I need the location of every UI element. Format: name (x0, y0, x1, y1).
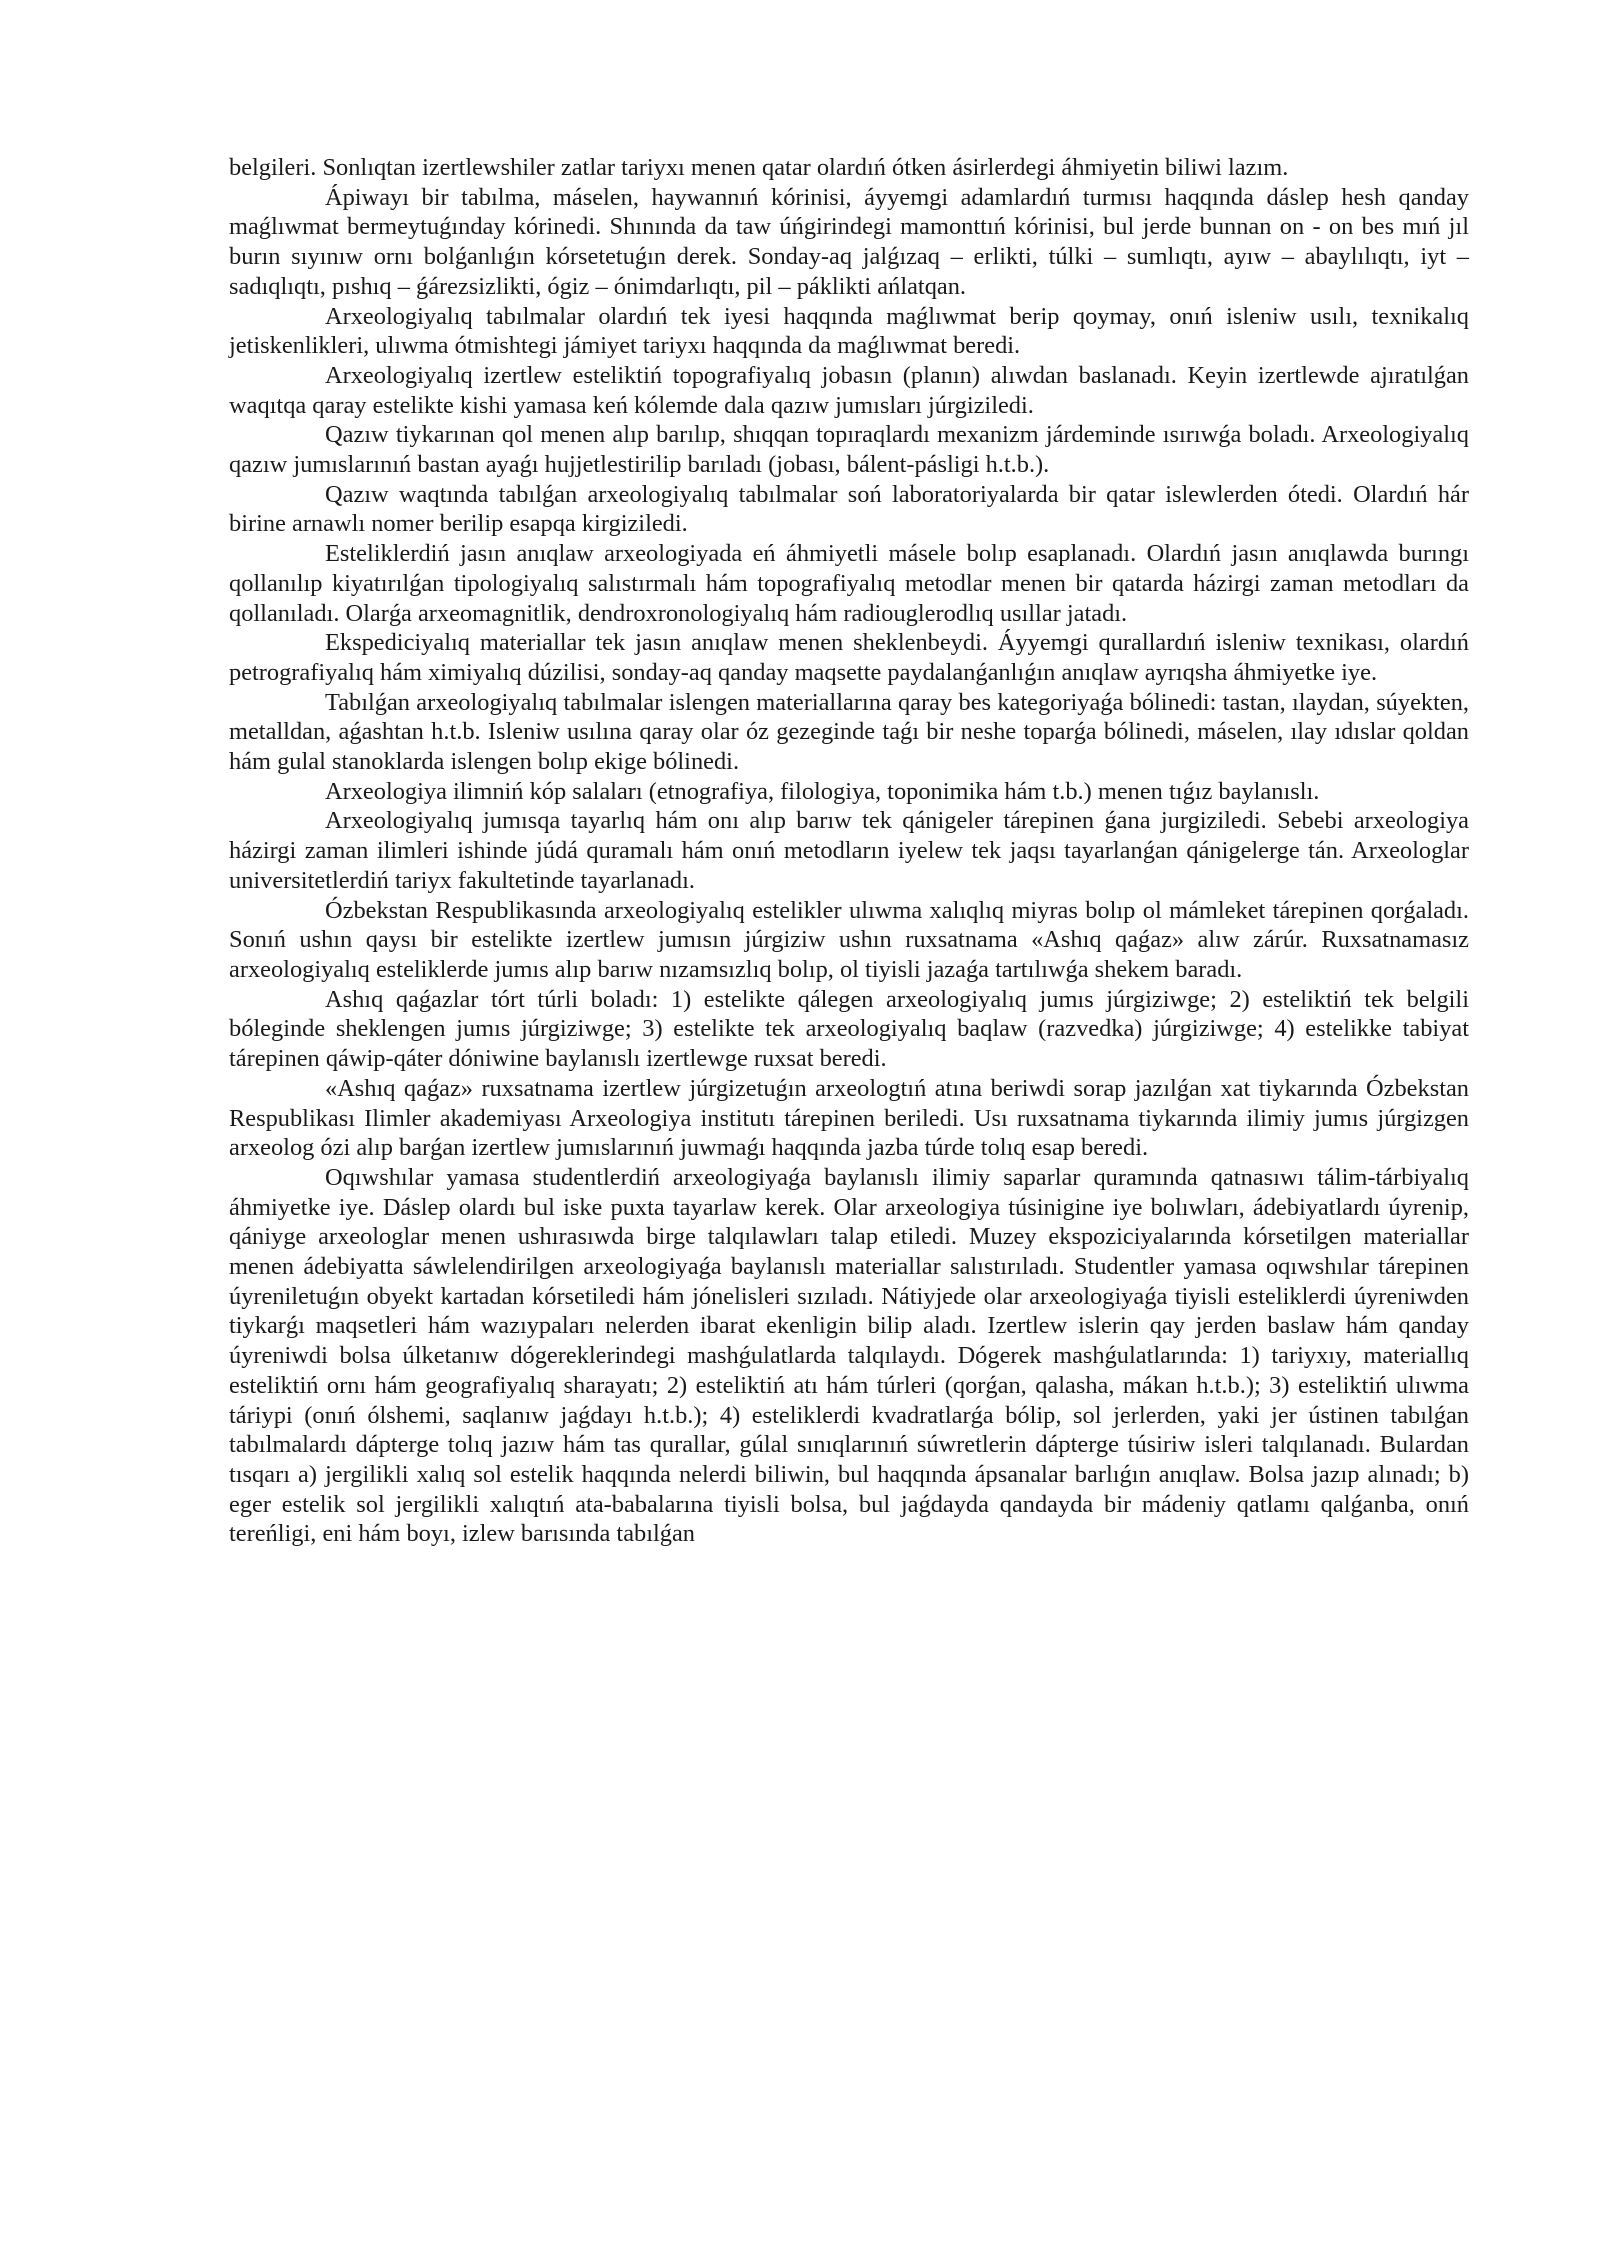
paragraph-10: Arxeologiya ilimniń kóp salaları (etnografiya, filologiya, toponimika hám t.b.) menen tıǵız baylanıslı. (325, 777, 1320, 805)
paragraph-15: Oqıwshılar yamasa studentlerdiń arxeologiyaǵa baylanıslı ilimiy saparlar quramında qatnasıwı tálim-tárbiyalıq áhmiyetke iye. Dáslep olardı bul iske puxta tayarlaw kerek. Olar arxeologiya túsinigine iye bolıwları, ádebiyatlardı úyrenip, qániyge arxeologlar menen ushırasıwda birge talqılawları talap etiledi. Muzey ekspoziciyalarında kórsetilgen materiallar menen ádebiyatta sáwlelendirilgen arxeologiyaǵa baylanıslı materiallar salıstırıladı. Studentler yamasa oqıwshılar tárepinen úyreniletuǵın obyekt kartadan kórsetiledi hám jónelisleri sızıladı. Nátiyjede olar arxeologiyaǵa tiyisli esteliklerdi úyreniwden tiykarǵı maqsetleri hám wazıypaları nelerden ibarat ekenligin bilip aladı. Izertlew islerin qay jerden baslaw hám qanday úyreniwdi bolsa úlketanıw dógereklerindegi mashǵulatlarda talqılaydı. Dógerek mashǵulatlarında: 1) tariyxıy, materiallıq esteliktiń ornı hám geografiyalıq sharayatı; 2) esteliktiń atı hám túrleri (qorǵan, qalasha, mákan h.t.b.); 3) esteliktiń ulıwma táriypi (onıń ólshemi, saqlanıw jaǵdayı h.t.b.); 4) esteliklerdi kvadratlarǵa bólip, sol jerlerden, yaki jer ústinen tabılǵan tabılmalardı dápterge tolıq jazıw hám tas qurallar, gúlal sınıqlarınıń súwretlerin dápterge túsiriw isleri talqılanadı. Bulardan tısqarı a) jergilikli xalıq sol estelik haqqında nelerdi biliwin, bul haqqında ápsanalar barlıǵın anıqlaw. Bolsa jazıp alınadı; b) eger estelik sol jergilikli xalıqtıń ata-babalarına tiyisli bolsa, bul jaǵdayda qandayda bir mádeniy qatlamı qalǵanba, onıń tereńligi, eni hám boyı, izlew barısında tabılǵan (229, 1163, 1469, 1548)
paragraph-3: Arxeologiyalıq tabılmalar olardıń tek iyesi haqqında maǵlıwmat berip qoymay, onıń isleniw usılı, texnikalıq jetiskenlikleri, ulıwma ótmishtegi jámiyet tariyxı haqqında da maǵlıwmat beredi. (229, 302, 1469, 360)
paragraph-14: «Ashıq qaǵaz» ruxsatnama izertlew júrgizetuǵın arxeologtıń atına beriwdi sorap jazılǵan xat tiykarında Ózbekstan Respublikası Ilimler akademiyası Arxeologiya institutı tárepinen beriledi. Usı ruxsatnama tiykarında ilimiy jumıs júrgizgen arxeolog ózi alıp barǵan izertlew jumıslarınıń juwmaǵı haqqında jazba túrde tolıq esap beredi. (229, 1074, 1469, 1162)
paragraph-2: Ápiwayı bir tabılma, máselen, haywannıń kórinisi, áyyemgi adamlardıń turmısı haqqında dáslep hesh qanday maǵlıwmat bermeytuǵınday kórinedi. Shınında da taw úńgirindegi mamonttıń kórinisi, bul jerde bunnan on - on bes mıń jıl burın sıyınıw ornı bolǵanlıǵın kórsetetuǵın derek. Sonday-aq jalǵızaq – erlikti, túlki – sumlıqtı, ayıw – abaylılıqtı, iyt – sadıqlıqtı, pıshıq – ǵárezsizlikti, ógiz – ónimdarlıqtı, pil – páklikti ańlatqan. (229, 183, 1469, 300)
paragraph-11: Arxeologiyalıq jumısqa tayarlıq hám onı alıp barıw tek qánigeler tárepinen ǵana jurgiziledi. Sebebi arxeologiya házirgi zaman ilimleri ishinde júdá quramalı hám onıń metodların iyelew tek jaqsı tayarlanǵan qánigelerge tán. Arxeologlar universitetlerdiń tariyx fakultetinde tayarlanadı. (229, 807, 1469, 894)
paragraph-4: Arxeologiyalıq izertlew esteliktiń topografiyalıq jobasın (planın) alıwdan baslanadı. Keyin izertlewde ajıratılǵan waqıtqa qaray estelikte kishi yamasa keń kólemde dala qazıw jumısları júrgiziledi. (229, 361, 1469, 419)
paragraph-7: Esteliklerdiń jasın anıqlaw arxeologiyada eń áhmiyetli másele bolıp esaplanadı. Olardıń jasın anıqlawda burıngı qollanılıp kiyatırılǵan tipologiyalıq salıstırmalı hám topografiyalıq metodlar menen bir qatarda házirgi zaman metodları da qollanıladı. Olarǵa arxeomagnitlik, dendroxronologiyalıq hám radiouglerodlıq usıllar jatadı. (229, 540, 1469, 627)
paragraph-6: Qazıw waqtında tabılǵan arxeologiyalıq tabılmalar soń laboratoriyalarda bir qatar islewlerden ótedi. Olardıń hár birine arnawlı nomer berilip esapqa kirgiziledi. (229, 480, 1469, 538)
paragraph-8: Ekspediciyalıq materiallar tek jasın anıqlaw menen sheklenbeydi. Áyyemgi qurallardıń isleniw texnikası, olardıń petrografiyalıq hám ximiyalıq dúzilisi, sonday-aq qanday maqsette paydalanǵanlıǵın anıqlaw ayrıqsha áhmiyetke iye. (229, 629, 1469, 686)
paragraph-1: belgileri. Sonlıqtan izertlewshiler zatlar tariyxı menen qatar olardıń ótken ásirlerdegi áhmiyetin biliwi lazım. (229, 154, 1289, 181)
paragraph-9: Tabılǵan arxeologiyalıq tabılmalar islengen materiallarına qaray bes kategoriyaǵa bólinedi: tastan, ılaydan, súyekten, metalldan, aǵashtan h.t.b. Isleniw usılına qaray olar óz gezeginde taǵı bir neshe toparǵa bólinedi, máselen, ılay ıdıslar qoldan hám gulal stanoklarda islengen bolıp ekige bólinedi. (229, 688, 1469, 776)
paragraph-13: Ashıq qaǵazlar tórt túrli boladı: 1) estelikte qálegen arxeologiyalıq jumıs júrgiziwge; 2) esteliktiń tek belgili bóleginde sheklengen jumıs júrgiziwge; 3) estelikte tek arxeologiyalıq baqlaw (razvedka) júrgiziwge; 4) estelikke tabiyat tárepinen qáwip-qáter dóniwine baylanıslı izertlewge ruxsat beredi. (229, 985, 1469, 1073)
paragraph-12: Ózbekstan Respublikasında arxeologiyalıq estelikler ulıwma xalıqlıq miyras bolıp ol mámleket tárepinen qorǵaladı. Sonıń ushın qaysı bir estelikte izertlew jumısın júrgiziw ushın ruxsatnama «Ashıq qaǵaz» alıw zárúr. Ruxsatnamasız arxeologiyalıq esteliklerde jumıs alıp barıw nızamsızlıq bolıp, ol tiyisli jazaǵa tartılıwǵa shekem baradı. (229, 896, 1469, 983)
document-page (229, 153, 1469, 1549)
paragraph-5: Qazıw tiykarınan qol menen alıp barılıp, shıqqan topıraqlardı mexanizm járdeminde ısırıwǵa boladı. Arxeologiyalıq qazıw jumıslarınıń bastan ayaǵı hujjetlestirilip barıladı (jobası, bálent-pásligi h.t.b.). (229, 421, 1469, 479)
